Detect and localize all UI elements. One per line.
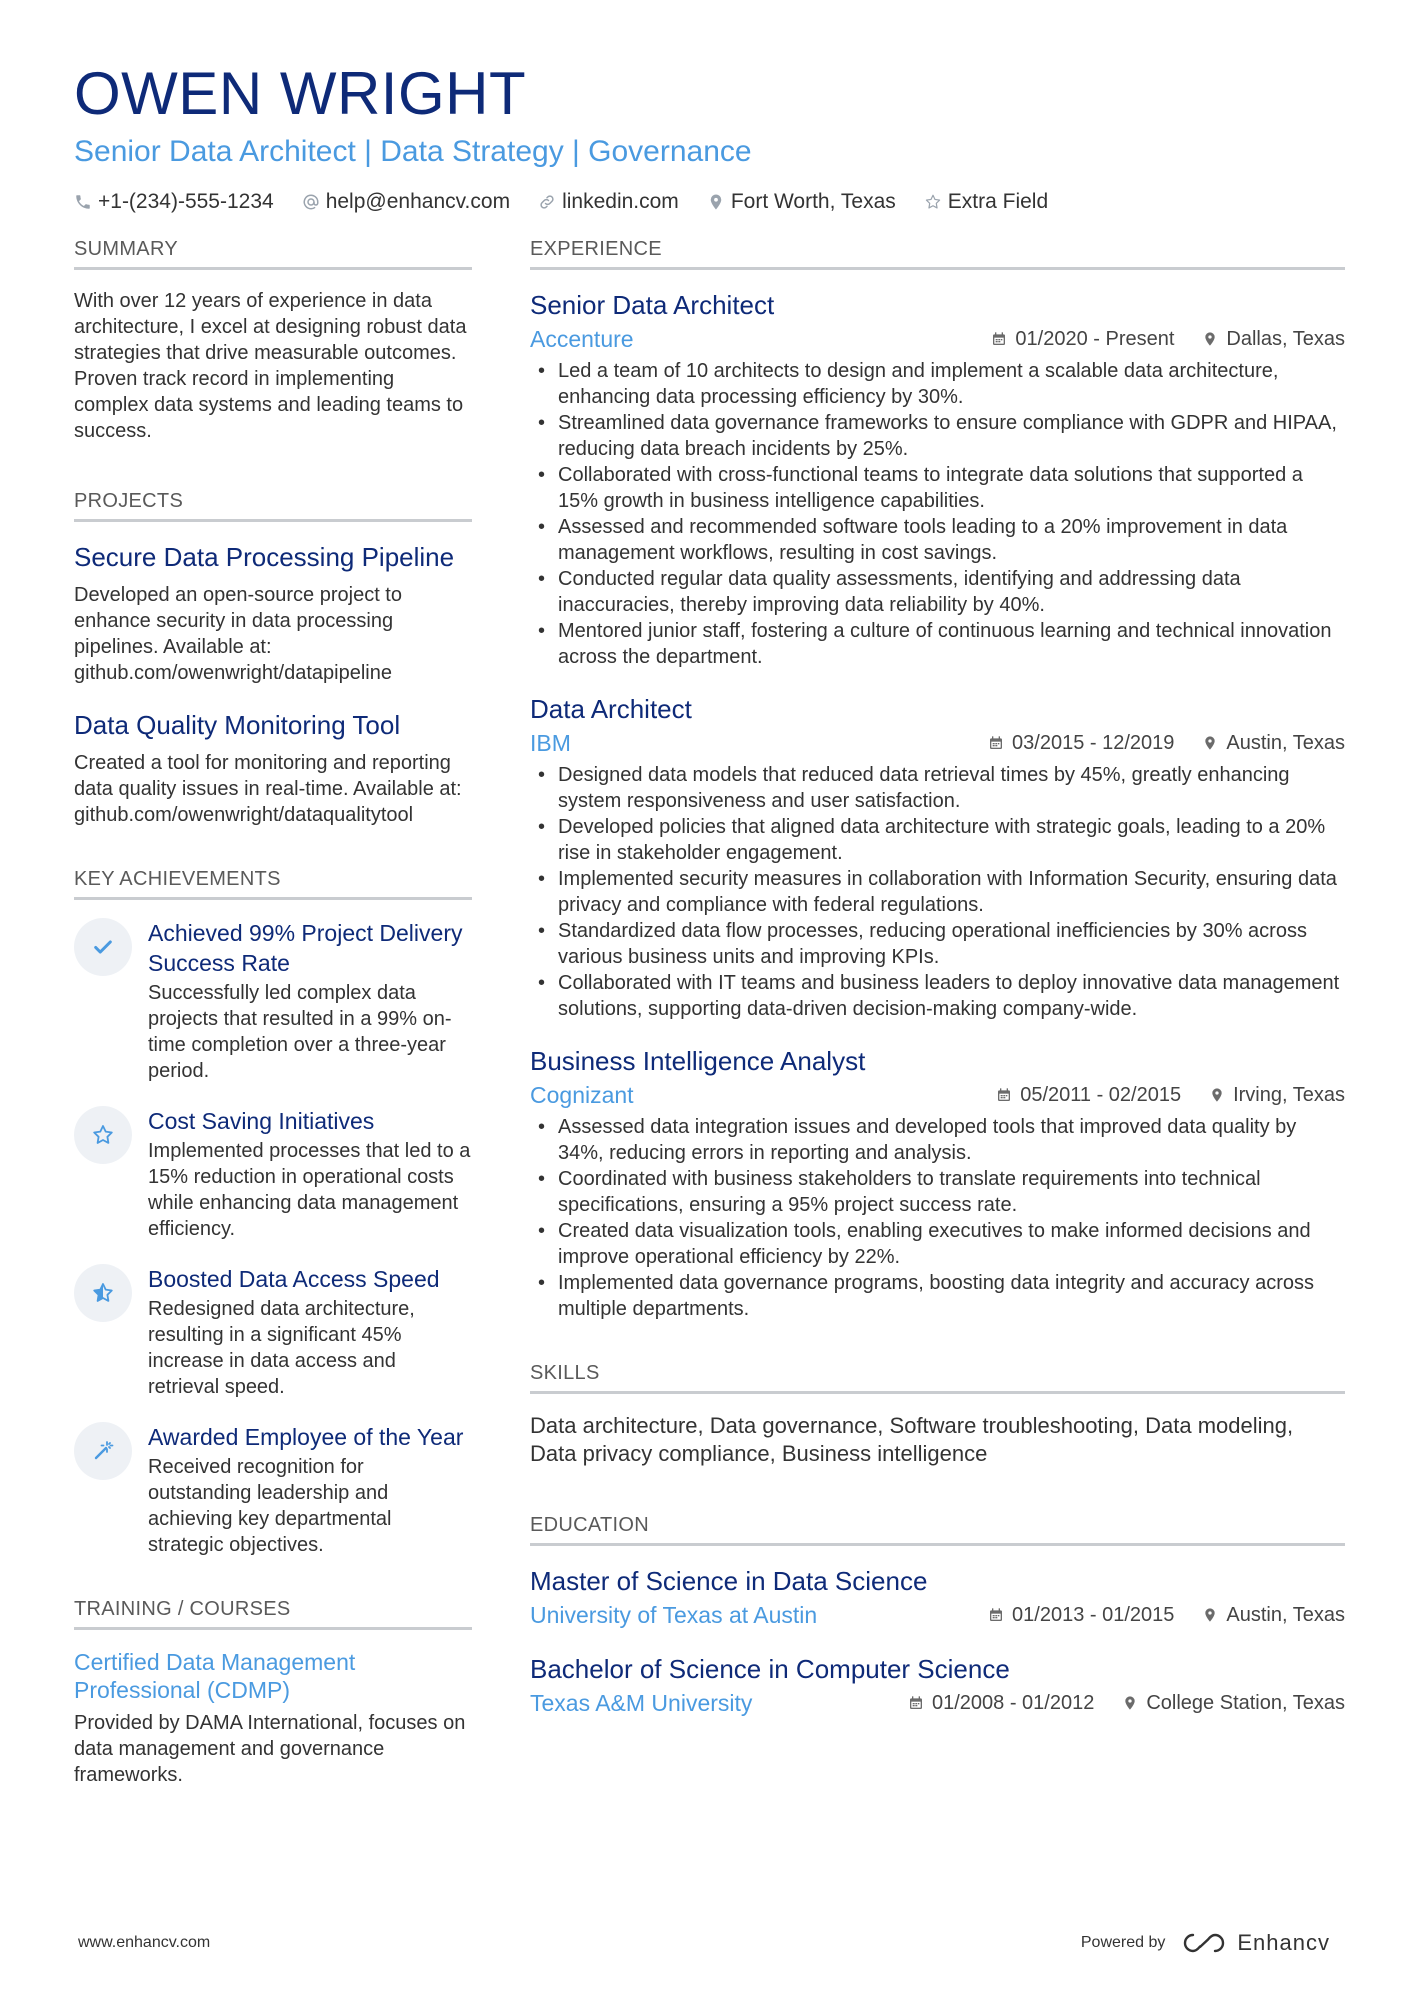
education-entry bbox=[530, 1564, 1345, 1630]
degree-title: Master of Science in Data Science bbox=[530, 1566, 928, 1596]
star-outline-icon bbox=[91, 1123, 115, 1147]
job-bullet: • Assessed and recommended software tools leading to a 20% improvement in data management workflows, resulting in cost savings. bbox=[530, 514, 1345, 566]
enhancv-logo[interactable] bbox=[1181, 1930, 1330, 1956]
calendar-icon bbox=[988, 735, 1004, 751]
education-location: College Station, Texas bbox=[1146, 1691, 1345, 1714]
job-bullet: • Collaborated with IT teams and business leaders to deploy innovative data management solutions, supporting data-driven decision-making company-wide. bbox=[530, 970, 1345, 1022]
education-heading: EDUCATION bbox=[530, 1514, 1345, 1546]
contact-linkedin-text: linkedin.com bbox=[562, 190, 679, 213]
achievement-title: Awarded Employee of the Year bbox=[148, 1424, 464, 1450]
project-item bbox=[74, 540, 472, 686]
job-title: Senior Data Architect bbox=[530, 290, 775, 320]
contact-phone[interactable] bbox=[74, 190, 274, 214]
star-icon bbox=[924, 193, 942, 211]
candidate-name: OWEN WRIGHT bbox=[74, 60, 527, 127]
project-title: Secure Data Processing Pipeline bbox=[74, 542, 455, 572]
achievement-item bbox=[74, 1264, 472, 1400]
job-bullet: • Created data visualization tools, enabling executives to make informed decisions and improve operational efficiency by 22%. bbox=[530, 1218, 1345, 1270]
company-name: Cognizant bbox=[530, 1082, 634, 1108]
right-column bbox=[530, 238, 1345, 1740]
resume-header bbox=[74, 60, 1344, 214]
job-bullet: • Conducted regular data quality assessments, identifying and addressing data inaccuracies, thereby improving data reliability by 40%. bbox=[530, 566, 1345, 618]
location-icon bbox=[707, 193, 725, 211]
job-bullet: • Mentored junior staff, fostering a culture of continuous learning and technical innovation across the department. bbox=[530, 618, 1345, 670]
degree-title: Bachelor of Science in Computer Science bbox=[530, 1654, 1010, 1684]
contact-email-text: help@enhancv.com bbox=[325, 190, 511, 213]
job-bullet: • Developed policies that aligned data architecture with strategic goals, leading to a 20% rise in stakeholder engagement. bbox=[530, 814, 1345, 866]
left-column bbox=[74, 238, 472, 1810]
star-half-icon bbox=[91, 1281, 115, 1305]
school-name: University of Texas at Austin bbox=[530, 1602, 818, 1628]
page-footer bbox=[78, 1930, 1330, 1956]
calendar-icon bbox=[996, 1087, 1012, 1103]
footer-website-link[interactable]: www.enhancv.com bbox=[78, 1934, 211, 1951]
achievement-description: Implemented processes that led to a 15% reduction in operational costs while enhancing data management efficiency. bbox=[148, 1140, 471, 1240]
job-bullet: • Designed data models that reduced data retrieval times by 45%, greatly enhancing system responsiveness and user satisfaction. bbox=[530, 762, 1345, 814]
enhancv-logo-text: Enhancv bbox=[1237, 1930, 1330, 1955]
skills-heading: SKILLS bbox=[530, 1362, 1345, 1394]
job-bullet: • Coordinated with business stakeholders to translate requirements into technical specifications, ensuring a 95% project success rate. bbox=[530, 1166, 1345, 1218]
achievements-heading: KEY ACHIEVEMENTS bbox=[74, 868, 472, 900]
achievement-title: Achieved 99% Project Delivery Success Rate bbox=[148, 920, 463, 976]
job-location: Austin, Texas bbox=[1226, 731, 1345, 754]
education-dates: 01/2013 - 01/2015 bbox=[1012, 1603, 1175, 1626]
job-bullet: • Implemented data governance programs, boosting data integrity and accuracy across multiple departments. bbox=[530, 1270, 1345, 1322]
contact-location-text: Fort Worth, Texas bbox=[730, 190, 896, 213]
summary-heading: SUMMARY bbox=[74, 238, 472, 270]
job-bullet: • Assessed data integration issues and developed tools that improved data quality by 34%, reducing errors in reporting and analysis. bbox=[530, 1114, 1345, 1166]
check-icon bbox=[92, 936, 114, 958]
job-bullets bbox=[530, 762, 1345, 1022]
experience-heading: EXPERIENCE bbox=[530, 238, 1345, 270]
contact-extra bbox=[924, 190, 1048, 214]
phone-icon bbox=[74, 193, 92, 211]
link-icon bbox=[538, 193, 556, 211]
company-name: IBM bbox=[530, 730, 571, 756]
job-bullet: • Implemented security measures in collaboration with Information Security, ensuring data privacy and compliance with federal regulations. bbox=[530, 866, 1345, 918]
achievement-icon-badge bbox=[74, 918, 132, 976]
contact-linkedin[interactable] bbox=[538, 190, 679, 214]
location-icon bbox=[1202, 1607, 1218, 1623]
location-icon bbox=[1202, 331, 1218, 347]
enhancv-logo-icon bbox=[1181, 1931, 1227, 1955]
job-dates: 01/2020 - Present bbox=[1015, 327, 1175, 350]
course-description: Provided by DAMA International, focuses on data management and governance frameworks. bbox=[74, 1712, 466, 1786]
job-entry bbox=[530, 692, 1345, 1022]
calendar-icon bbox=[908, 1695, 924, 1711]
job-bullets bbox=[530, 358, 1345, 670]
candidate-headline: Senior Data Architect | Data Strategy | Governance bbox=[74, 135, 752, 168]
contact-location bbox=[707, 190, 896, 214]
education-dates: 01/2008 - 01/2012 bbox=[931, 1691, 1095, 1714]
skills-text: Data architecture, Data governance, Software troubleshooting, Data modeling, Data privacy compliance, Business intelligence bbox=[530, 1413, 1294, 1466]
job-entry bbox=[530, 1044, 1345, 1322]
job-entry bbox=[530, 288, 1345, 670]
achievement-icon-badge bbox=[74, 1106, 132, 1164]
job-bullet: • Streamlined data governance frameworks to ensure compliance with GDPR and HIPAA, reducing data breach incidents by 25%. bbox=[530, 410, 1345, 462]
job-dates: 03/2015 - 12/2019 bbox=[1012, 731, 1175, 754]
magic-wand-icon bbox=[91, 1439, 115, 1463]
achievement-description: Successfully led complex data projects that resulted in a 99% on-time completion over a three-year period. bbox=[148, 982, 452, 1082]
project-description: Developed an open-source project to enhance security in data processing pipelines. Available at: github.com/owenwright/datapipeline bbox=[74, 584, 402, 684]
company-name: Accenture bbox=[530, 326, 634, 352]
calendar-icon bbox=[991, 331, 1007, 347]
training-heading: TRAINING / COURSES bbox=[74, 1598, 472, 1630]
location-icon bbox=[1122, 1695, 1138, 1711]
project-item bbox=[74, 708, 472, 828]
job-bullet: • Led a team of 10 architects to design and implement a scalable data architecture, enhancing data processing efficiency by 30%. bbox=[530, 358, 1345, 410]
achievement-icon-badge bbox=[74, 1264, 132, 1322]
achievement-title: Boosted Data Access Speed bbox=[148, 1266, 440, 1292]
powered-by bbox=[1081, 1930, 1330, 1956]
job-title: Data Architect bbox=[530, 694, 692, 724]
location-icon bbox=[1209, 1087, 1225, 1103]
job-location: Irving, Texas bbox=[1233, 1083, 1345, 1106]
project-title: Data Quality Monitoring Tool bbox=[74, 710, 401, 740]
calendar-icon bbox=[988, 1607, 1004, 1623]
projects-heading: PROJECTS bbox=[74, 490, 472, 522]
job-location: Dallas, Texas bbox=[1226, 327, 1345, 350]
achievement-item bbox=[74, 918, 472, 1084]
summary-text: With over 12 years of experience in data architecture, I excel at designing robust data strategies that drive measurable outcomes. Proven track record in implementing complex data systems and leading teams to success. bbox=[74, 290, 467, 442]
contact-bar bbox=[74, 190, 1344, 214]
job-bullet: • Collaborated with cross-functional teams to integrate data solutions that supported a 15% growth in business intelligence capabilities. bbox=[530, 462, 1345, 514]
achievement-description: Redesigned data architecture, resulting in a significant 45% increase in data access and retrieval speed. bbox=[148, 1298, 415, 1398]
education-entry bbox=[530, 1652, 1345, 1718]
achievement-icon-badge bbox=[74, 1422, 132, 1480]
contact-phone-text: +1-(234)-555-1234 bbox=[98, 190, 274, 213]
achievement-item bbox=[74, 1106, 472, 1242]
contact-extra-text: Extra Field bbox=[947, 190, 1049, 213]
project-description: Created a tool for monitoring and reporting data quality issues in real-time. Available at: github.com/owenwright/dataqualitytool bbox=[74, 752, 462, 826]
job-dates: 05/2011 - 02/2015 bbox=[1020, 1083, 1182, 1106]
course-title: Certified Data Management Professional (CDMP) bbox=[74, 1649, 356, 1703]
job-bullets bbox=[530, 1114, 1345, 1322]
course-item bbox=[74, 1648, 472, 1788]
location-icon bbox=[1202, 735, 1218, 751]
achievement-title: Cost Saving Initiatives bbox=[148, 1108, 375, 1134]
powered-by-label: Powered by bbox=[1080, 1934, 1166, 1951]
school-name: Texas A&M University bbox=[530, 1690, 753, 1716]
job-title: Business Intelligence Analyst bbox=[530, 1046, 866, 1076]
achievement-description: Received recognition for outstanding leadership and achieving key departmental strategic objectives. bbox=[148, 1456, 392, 1556]
job-bullet: • Standardized data flow processes, reducing operational inefficiencies by 30% across various business units and improving KPIs. bbox=[530, 918, 1345, 970]
education-location: Austin, Texas bbox=[1226, 1603, 1345, 1626]
at-icon bbox=[302, 193, 320, 211]
achievement-item bbox=[74, 1422, 472, 1558]
contact-email[interactable] bbox=[302, 190, 510, 214]
